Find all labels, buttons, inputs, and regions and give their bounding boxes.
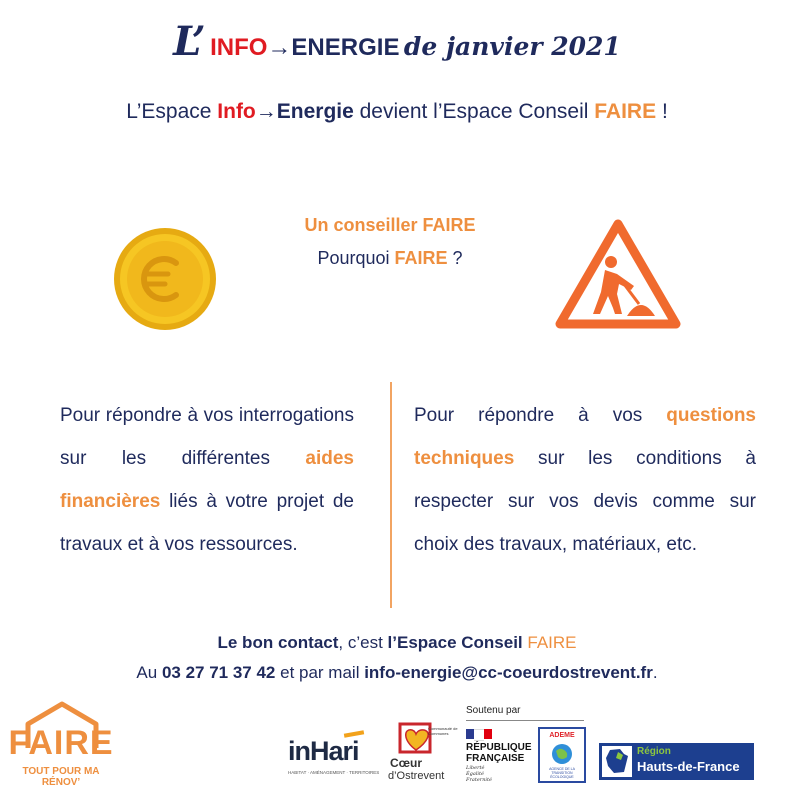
contact-au: Au [136,663,162,682]
flag-white [474,729,484,741]
contact-label: Le bon contact [217,633,339,652]
rf-motto-2: Égalité [466,771,484,777]
soutenu-par-label: Soutenu par [466,705,521,716]
subtitle [0,100,794,124]
right-text-2: sur les conditions à respecter sur vos devis comme sur choix des travaux, matériaux, etc. [414,448,756,555]
ademe-sub: AGENCE DE LA TRANSITION ÉCOLOGIQUE [549,767,575,779]
flag-red [484,729,492,739]
left-column [60,394,354,566]
left-text-1: Pour répondre à vos interrogations sur les différentes [60,405,354,469]
middle-block [220,209,560,275]
title-suffix: de janvier 2021 [403,32,621,61]
title-arrow: → [267,34,292,61]
rf-motto [466,765,492,783]
right-highlight: questions techniques [414,405,756,469]
title-l-prefix: L’ [173,18,206,65]
subtitle-arrow: → [255,100,277,123]
faire-logo-name: FAIRE [8,724,114,762]
faire-logo-tagline: TOUT POUR MA RÉNOV’ [22,766,100,788]
subtitle-energie: Energie [276,100,354,123]
inhari-logo [288,730,380,780]
region-map-icon [604,748,630,775]
region-line2: Hauts-de-France [637,759,740,774]
title-energie: ENERGIE [291,34,400,61]
middle-question [220,242,560,275]
coeur-ostrevent-logo [388,722,458,784]
inhari-tagline: HABITAT · AMÉNAGEMENT · TERRITOIRES [288,770,380,775]
contact-line-2 [0,658,794,688]
coeur-line1: Cœur [390,756,422,770]
question-text: Pourquoi [317,248,395,268]
contact-faire: FAIRE [527,633,577,652]
title-info: INFO [210,34,268,61]
contact-email[interactable]: info-energie@cc-coeurdostrevent.fr [364,663,653,682]
subtitle-text: L’Espace [126,100,218,123]
rf-motto-3: Fraternité [466,777,492,783]
republique-francaise-logo [466,727,532,787]
ademe-logo [538,727,586,783]
coeur-line2: d’Ostrevent [388,770,445,782]
rf-motto-1: Liberté [466,765,485,771]
subtitle-faire: FAIRE [594,100,657,123]
contact-espace: l’Espace Conseil [387,633,528,652]
subtitle-end: ! [656,100,668,123]
contact-mail-text: et par mail [275,663,365,682]
region-line1: Région [637,746,671,757]
subtitle-info: Info [217,100,256,123]
middle-heading: Un conseiller FAIRE [304,215,476,235]
region-hdf-logo [599,743,754,780]
soutenu-line [466,720,584,721]
flag-blue [466,729,474,739]
question-end: ? [447,248,463,268]
question-faire: FAIRE [394,248,448,268]
faire-logo [6,700,116,786]
contact-text: , c’est [338,633,388,652]
right-column [414,394,756,566]
inhari-name: inHari [288,736,359,766]
coeur-small: Communauté de Communes [428,726,458,736]
subtitle-text-2: devient l’Espace Conseil [353,100,595,123]
right-text-1: Pour répondre à vos [414,405,667,426]
ademe-globe-icon [550,742,574,766]
left-highlight: aides financières [60,448,354,512]
contact-block [0,628,794,688]
left-text-2: liés à votre projet de travaux et à vos ressources. [60,491,354,555]
rf-line1: RÉPUBLIQUE [466,742,532,753]
contact-end: . [652,663,658,682]
page-title [0,18,794,65]
contact-phone[interactable]: 03 27 71 37 42 [161,663,276,682]
contact-line-1 [0,628,794,658]
roadwork-sign-icon [555,218,681,330]
rf-line2: FRANÇAISE [466,753,525,764]
ademe-name: ADEME [549,732,575,739]
column-divider [390,382,392,608]
euro-coin-icon [113,227,217,331]
